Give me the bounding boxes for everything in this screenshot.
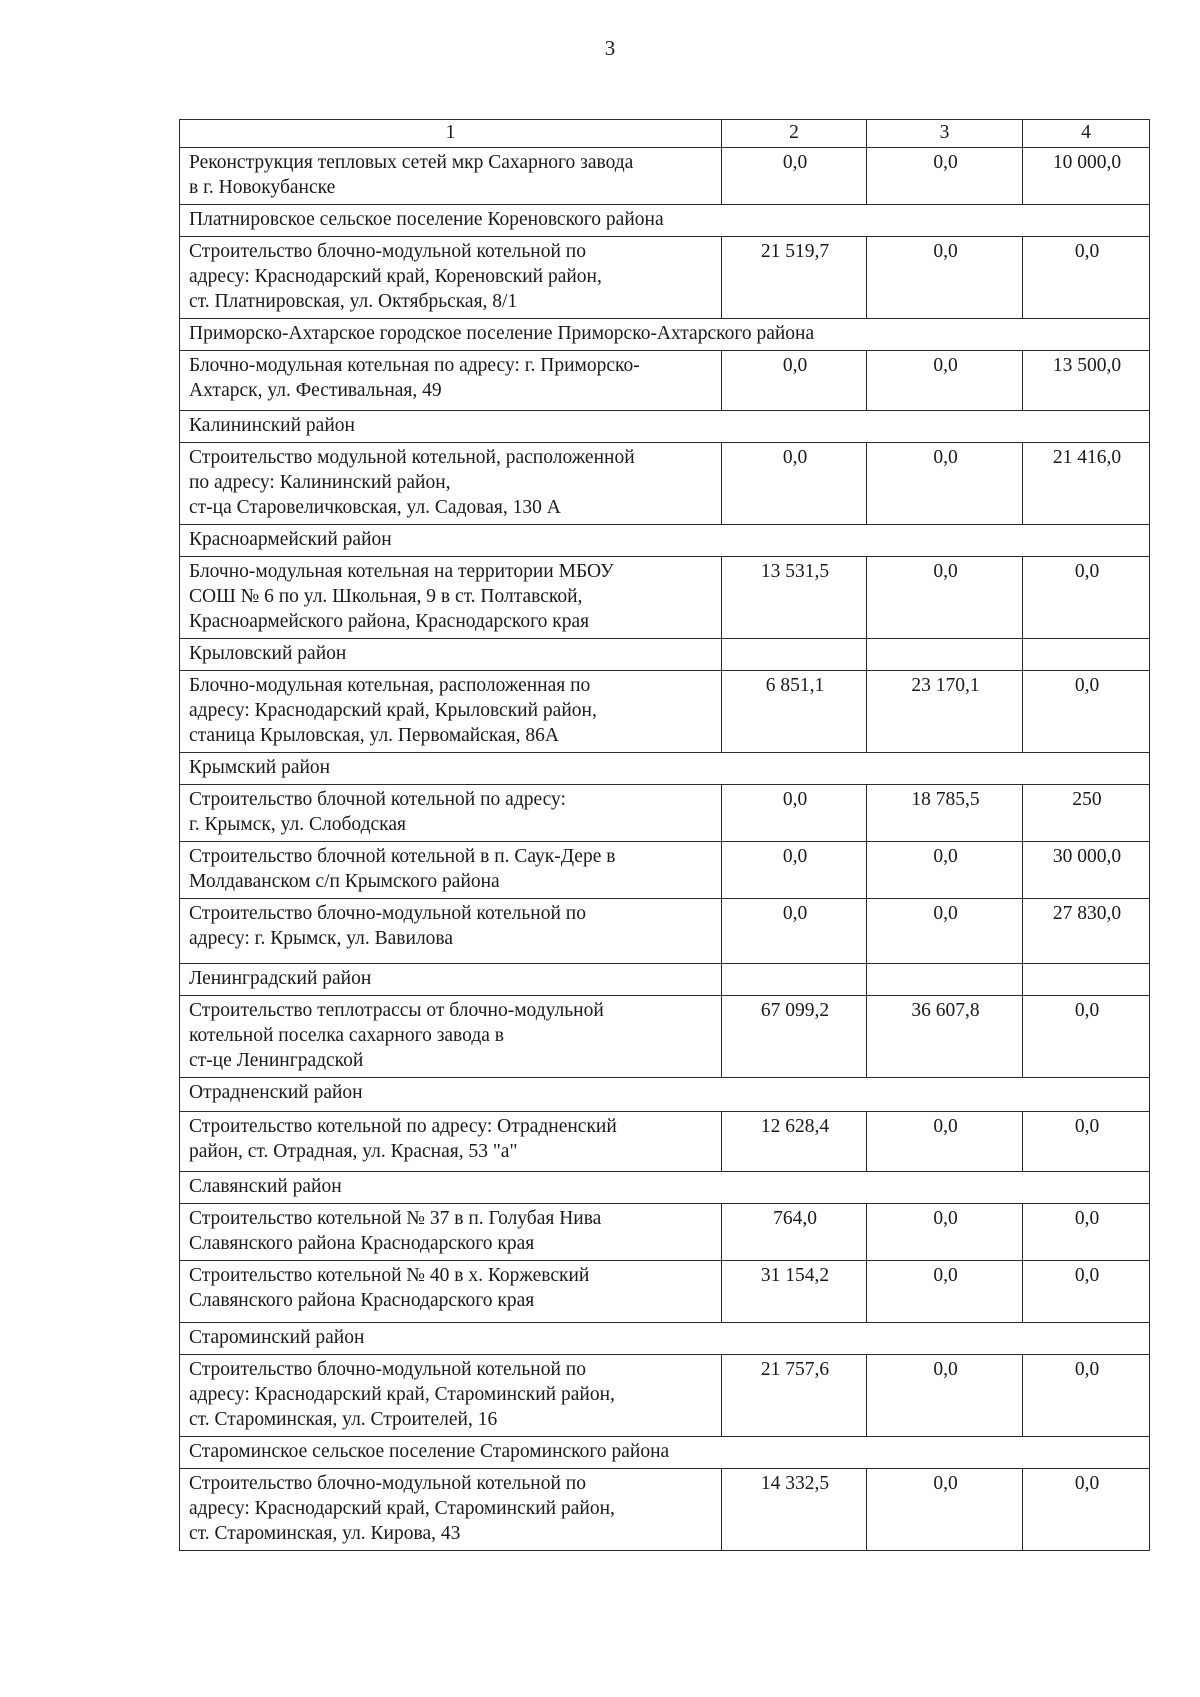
value-column-4: 0,0: [1023, 1355, 1150, 1437]
section-row: [180, 1323, 1150, 1355]
description-line: Строительство модульной котельной, расположенной: [189, 447, 635, 468]
description-line: адресу: Краснодарский край, Староминский район,: [189, 1384, 615, 1405]
table-row: [180, 899, 1150, 964]
table-row: [180, 996, 1150, 1078]
description-line: Реконструкция тепловых сетей мкр Сахарного завода: [189, 152, 634, 173]
description-line: Блочно-модульная котельная по адресу: г. Приморско-: [189, 355, 640, 376]
value-column-3: 0,0: [867, 1112, 1023, 1172]
section-row: [180, 205, 1150, 237]
description-line: Строительство теплотрассы от блочно-модульной: [189, 1000, 604, 1021]
value-column-2: 6 851,1: [722, 671, 867, 753]
section-row: [180, 1172, 1150, 1204]
value-column-3: 0,0: [867, 842, 1023, 899]
section-row: [180, 1437, 1150, 1469]
description-line: ст-це Ленинградской: [189, 1050, 364, 1071]
value-column-4: 0,0: [1023, 237, 1150, 319]
value-column-4: 0,0: [1023, 1261, 1150, 1323]
description-line: ст-ца Старовеличковская, ул. Садовая, 130 А: [189, 497, 561, 518]
description-line: Строительство блочной котельной по адресу:: [189, 789, 566, 810]
section-title: Отрадненский район: [180, 1078, 1150, 1112]
value-column-2: 31 154,2: [722, 1261, 867, 1323]
page-number: 3: [604, 36, 616, 60]
value-column-3: 0,0: [867, 237, 1023, 319]
value-column-3: 0,0: [867, 899, 1023, 964]
column-header-1: 1: [180, 120, 722, 148]
description-line: Молдаванском с/п Крымского района: [189, 871, 500, 892]
value-column-4: 13 500,0: [1023, 351, 1150, 411]
description-line: Строительство блочной котельной в п. Саук-Дере в: [189, 846, 616, 867]
table-row: [180, 443, 1150, 525]
value-column-4: 0,0: [1023, 1204, 1150, 1261]
description-line: Строительство котельной № 37 в п. Голубая Нива: [189, 1208, 602, 1229]
description-line: адресу: г. Крымск, ул. Вавилова: [189, 928, 454, 949]
description-line: адресу: Краснодарский край, Староминский район,: [189, 1498, 615, 1519]
value-column-2: 0,0: [722, 148, 867, 205]
table-row: [180, 842, 1150, 899]
value-column-2: 0,0: [722, 785, 867, 842]
project-description: [180, 1112, 722, 1172]
value-column-2: 67 099,2: [722, 996, 867, 1078]
column-header-2: 2: [722, 120, 867, 148]
table-row: [180, 1469, 1150, 1551]
table-row: [180, 785, 1150, 842]
description-line: Строительство блочно-модульной котельной по: [189, 241, 586, 262]
description-line: Строительство блочно-модульной котельной по: [189, 903, 586, 924]
description-line: район, ст. Отрадная, ул. Красная, 53 "а": [189, 1141, 518, 1162]
project-description: [180, 996, 722, 1078]
value-column-4: 27 830,0: [1023, 899, 1150, 964]
empty-cell: [867, 964, 1023, 996]
table-row: [180, 1204, 1150, 1261]
value-column-3: 0,0: [867, 443, 1023, 525]
section-title: Ленинградский район: [180, 964, 722, 996]
section-row: [180, 525, 1150, 557]
section-title: Староминское сельское поселение Староминского района: [180, 1437, 1150, 1469]
funding-table: [179, 119, 1150, 1551]
table-row: [180, 1112, 1150, 1172]
table-row: [180, 557, 1150, 639]
table-row: [180, 237, 1150, 319]
project-description: [180, 237, 722, 319]
value-column-3: 0,0: [867, 1469, 1023, 1551]
description-line: ст. Староминская, ул. Кирова, 43: [189, 1523, 461, 1544]
value-column-2: 21 757,6: [722, 1355, 867, 1437]
value-column-4: 0,0: [1023, 1469, 1150, 1551]
section-title: Калининский район: [180, 411, 1150, 443]
description-line: ст. Староминская, ул. Строителей, 16: [189, 1409, 498, 1430]
value-column-2: 0,0: [722, 443, 867, 525]
description-line: Строительство блочно-модульной котельной по: [189, 1359, 586, 1380]
description-line: котельной поселка сахарного завода в: [189, 1025, 504, 1046]
section-title: Крыловский район: [180, 639, 722, 671]
value-column-2: 21 519,7: [722, 237, 867, 319]
project-description: [180, 557, 722, 639]
empty-cell: [867, 639, 1023, 671]
project-description: [180, 148, 722, 205]
description-line: Строительство блочно-модульной котельной по: [189, 1473, 586, 1494]
section-row: [180, 319, 1150, 351]
value-column-3: 0,0: [867, 148, 1023, 205]
value-column-4: 250: [1023, 785, 1150, 842]
project-description: [180, 1355, 722, 1437]
project-description: [180, 443, 722, 525]
column-header-4: 4: [1023, 120, 1150, 148]
section-row: [180, 639, 1150, 671]
description-line: Блочно-модульная котельная, расположенная по: [189, 675, 591, 696]
project-description: [180, 785, 722, 842]
table-row: [180, 671, 1150, 753]
value-column-4: 0,0: [1023, 557, 1150, 639]
description-line: ст. Платнировская, ул. Октябрьская, 8/1: [189, 291, 518, 312]
value-column-3: 0,0: [867, 557, 1023, 639]
value-column-4: 0,0: [1023, 671, 1150, 753]
section-title: Приморско-Ахтарское городское поселение Приморско-Ахтарского района: [180, 319, 1150, 351]
value-column-3: 0,0: [867, 1261, 1023, 1323]
description-line: Ахтарск, ул. Фестивальная, 49: [189, 380, 442, 401]
value-column-3: 0,0: [867, 351, 1023, 411]
value-column-2: 12 628,4: [722, 1112, 867, 1172]
value-column-4: 30 000,0: [1023, 842, 1150, 899]
value-column-3: 23 170,1: [867, 671, 1023, 753]
section-title: Крымский район: [180, 753, 1150, 785]
section-row: [180, 1078, 1150, 1112]
value-column-3: 36 607,8: [867, 996, 1023, 1078]
description-line: адресу: Краснодарский край, Кореновский район,: [189, 266, 602, 287]
empty-cell: [1023, 964, 1150, 996]
description-line: СОШ № 6 по ул. Школьная, 9 в ст. Полтавской,: [189, 586, 583, 607]
value-column-3: 0,0: [867, 1355, 1023, 1437]
section-row: [180, 964, 1150, 996]
section-title: Славянский район: [180, 1172, 1150, 1204]
section-title: Платнировское сельское поселение Кореновского района: [180, 205, 1150, 237]
value-column-2: 0,0: [722, 351, 867, 411]
table-row: [180, 1355, 1150, 1437]
description-line: г. Крымск, ул. Слободская: [189, 814, 406, 835]
project-description: [180, 899, 722, 964]
value-column-3: 0,0: [867, 1204, 1023, 1261]
project-description: [180, 1469, 722, 1551]
value-column-3: 18 785,5: [867, 785, 1023, 842]
section-row: [180, 753, 1150, 785]
column-header-3: 3: [867, 120, 1023, 148]
section-row: [180, 411, 1150, 443]
description-line: Блочно-модульная котельная на территории МБОУ: [189, 561, 614, 582]
description-line: в г. Новокубанске: [189, 177, 336, 198]
description-line: Славянского района Краснодарского края: [189, 1233, 535, 1254]
project-description: [180, 842, 722, 899]
project-description: [180, 671, 722, 753]
value-column-2: 764,0: [722, 1204, 867, 1261]
value-column-4: 0,0: [1023, 1112, 1150, 1172]
description-line: Красноармейского района, Краснодарского края: [189, 611, 590, 632]
value-column-4: 21 416,0: [1023, 443, 1150, 525]
table-row: [180, 148, 1150, 205]
value-column-4: 10 000,0: [1023, 148, 1150, 205]
section-title: Красноармейский район: [180, 525, 1150, 557]
description-line: Строительство котельной № 40 в х. Коржевский: [189, 1265, 590, 1286]
empty-cell: [1023, 639, 1150, 671]
empty-cell: [722, 639, 867, 671]
table-row: [180, 351, 1150, 411]
value-column-2: 13 531,5: [722, 557, 867, 639]
table-row: [180, 1261, 1150, 1323]
section-title: Староминский район: [180, 1323, 1150, 1355]
description-line: станица Крыловская, ул. Первомайская, 86А: [189, 725, 559, 746]
project-description: [180, 351, 722, 411]
project-description: [180, 1204, 722, 1261]
empty-cell: [722, 964, 867, 996]
table-body: [180, 120, 1150, 1551]
value-column-2: 0,0: [722, 842, 867, 899]
value-column-2: 0,0: [722, 899, 867, 964]
project-description: [180, 1261, 722, 1323]
value-column-2: 14 332,5: [722, 1469, 867, 1551]
description-line: по адресу: Калининский район,: [189, 472, 451, 493]
header-row: [180, 120, 1150, 148]
description-line: Славянского района Краснодарского края: [189, 1290, 535, 1311]
value-column-4: 0,0: [1023, 996, 1150, 1078]
description-line: адресу: Краснодарский край, Крыловский район,: [189, 700, 597, 721]
description-line: Строительство котельной по адресу: Отрадненский: [189, 1116, 617, 1137]
